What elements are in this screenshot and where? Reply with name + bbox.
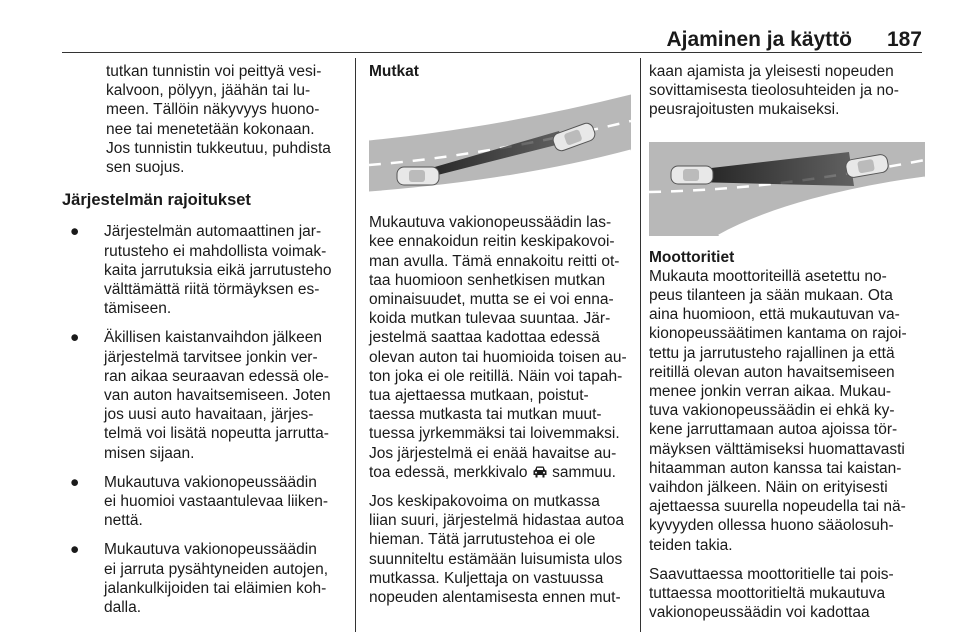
section-heading: Moottoritiet — [649, 248, 735, 266]
text-line: Jos keskipakovoima on mutkassa — [369, 493, 600, 511]
text-line: suunniteltu estämään luisumista ulos — [369, 550, 623, 568]
text-line: vaihdon jälkeen. Näin on erityisesti — [649, 479, 888, 497]
text-line: Mukautuva vakionopeussäädin las- — [369, 214, 612, 232]
section-heading: Mutkat — [369, 63, 419, 80]
text-line: kene jarruttamaan autoa ajoissa tör- — [649, 421, 898, 439]
motorway-paragraph-2 — [649, 565, 925, 623]
text-line: kaan ajamista ja yleisesti nopeuden — [649, 63, 894, 80]
text-line: tutkan tunnistin voi peittyä vesi- — [106, 63, 322, 80]
continued-paragraph — [649, 62, 925, 120]
column-2 — [369, 62, 631, 617]
text-line: rutusteho ei mahdollista voimak- — [104, 242, 327, 260]
text-line: mäyksen välttämiseksi huomattavasti — [649, 440, 905, 458]
text-line: ei jarruta pysähtyneiden autojen, — [104, 560, 329, 578]
text-line: sovittamisesta tieolosuhteiden ja no- — [649, 82, 899, 100]
text-line: tua ajettaessa mutkaan, poistut- — [369, 387, 589, 405]
text-line: jos uusi auto havaitaan, järjes- — [104, 406, 314, 424]
text-line: dalla. — [104, 599, 142, 617]
text-line: Äkillisen kaistanvaihdon jälkeen — [104, 329, 322, 347]
text-line: hieman. Tätä jarrutustehoa ei ole — [369, 531, 596, 549]
text-line: Saavuttaessa moottoritielle tai pois- — [649, 565, 894, 583]
text-line: nettä. — [104, 512, 143, 530]
text-line: Jos tunnistin tukkeutuu, puhdista — [106, 139, 331, 157]
own-car-icon — [397, 167, 439, 185]
intro-paragraph — [62, 62, 344, 177]
curves-paragraph-2 — [369, 492, 631, 607]
text-line: sammuu. — [552, 463, 616, 481]
page-header — [62, 24, 922, 52]
list-item — [62, 540, 344, 617]
list-item — [62, 328, 344, 462]
text-line: jalankulkijoiden tai eläimien koh- — [104, 579, 327, 597]
text-line: ton joka ei ole reitillä. Näin voi tapah- — [369, 367, 623, 385]
column-divider-1 — [355, 58, 356, 632]
text-line: kionopeussäätimen kantama on rajoi- — [649, 325, 907, 343]
text-line: tettu ja jarrutusteho rajallinen ja että — [649, 344, 895, 362]
text-line: taessa mutkasta tai mutkan muut- — [369, 406, 602, 424]
text-line: tuessa jyrkemmäksi tai loivemmaksi. — [369, 425, 620, 443]
section-heading: Järjestelmän rajoitukset — [62, 191, 251, 210]
text-line: ajettaessa suurella nopeudella tai nä- — [649, 498, 906, 516]
bullet-icon: ● — [70, 541, 80, 559]
text-line: Mukautuva vakionopeussäädin — [104, 541, 317, 559]
text-line: koida mutkan tulevaa suuntaa. Jär- — [369, 310, 611, 328]
page-number: 187 — [886, 28, 922, 51]
text-line: Järjestelmän automaattinen jar- — [104, 223, 322, 241]
text-line: hitaamman auton kanssa tai kaistan- — [649, 459, 902, 477]
column-divider-2 — [640, 58, 641, 632]
text-line: Mukautuva vakionopeussäädin — [104, 473, 317, 491]
text-line: liian suuri, järjestelmä hidastaa autoa — [369, 512, 625, 530]
list-item — [62, 222, 344, 318]
curve-road-figure — [369, 91, 631, 201]
car-front-icon — [532, 465, 548, 479]
text-line: tuva vakionopeussäädin ei ehkä ky- — [649, 402, 895, 420]
text-line: telmä voi lisätä nopeutta jarrutta- — [104, 425, 329, 443]
text-line: van auton havaitsemiseen. Joten — [104, 387, 331, 405]
text-line: misen sijaan. — [104, 444, 195, 462]
limitations-list — [62, 222, 344, 617]
curve-illustration — [369, 91, 631, 201]
text-line: ominaisuudet, mutta se ei voi enna- — [369, 291, 614, 309]
text-line: sen suojus. — [106, 159, 185, 177]
curve-illustration-2 — [649, 130, 925, 236]
text-line: olevan auton tai huomioida toisen au- — [369, 348, 627, 366]
header-title: Ajaminen ja käyttö — [666, 28, 852, 51]
text-line: kyvyyden ollessa huono sääolosuh- — [649, 517, 894, 535]
text-line: järjestelmä tarvitsee jonkin ver- — [104, 348, 318, 366]
text-line: jestelmä saattaa kadottaa edessä — [369, 329, 600, 347]
bullet-icon: ● — [70, 223, 80, 241]
text-line: mutkassa. Kuljettaja on vastuussa — [369, 569, 604, 587]
text-line: kee ennakoidun reitin keskipakovoi- — [369, 233, 615, 251]
text-line: Jos järjestelmä ei enää havaitse au- — [369, 444, 617, 462]
text-line: ran aikaa seuraavan edessä ole- — [104, 367, 329, 385]
text-line: reitillä olevan auton havaitsemiseen — [649, 363, 895, 381]
text-line: peusrajoitusten mukaiseksi. — [649, 101, 840, 119]
curve-road-figure — [649, 130, 925, 236]
text-line: man avulla. Tämä ennakoitu reitti ot- — [369, 252, 620, 270]
text-line: kaita jarrutuksia eikä jarrutusteho — [104, 261, 332, 279]
text-line: aina huomioon, että mukautuvan va- — [649, 306, 900, 324]
column-3 — [649, 62, 925, 632]
curves-paragraph-1 — [369, 213, 631, 482]
text-line: ei huomioi vastaantulevaa liiken- — [104, 493, 329, 511]
text-line: menee jonkin verran aikaa. Mukau- — [649, 383, 892, 401]
text-line: Mukauta moottoriteillä asetettu no- — [649, 267, 887, 285]
text-line: nopeuden alentamisesta ennen mut- — [369, 589, 621, 607]
text-line: nee tai menetetään kokonaan. — [106, 120, 315, 138]
own-car-icon — [671, 166, 713, 184]
text-line: kalvoon, pölyyn, jäähän tai lu- — [106, 82, 311, 100]
text-line: meen. Tällöin näkyvyys huono- — [106, 101, 320, 119]
text-line: vakionopeussäädin voi kadottaa — [649, 604, 870, 622]
text-line: tuttaessa moottoritieltä mukautuva — [649, 585, 886, 603]
motorway-paragraph-1 — [649, 267, 925, 555]
text-line: toa edessä, merkkivalo — [369, 463, 528, 481]
text-line: välttämättä riitä törmäyksen es- — [104, 281, 320, 299]
header-rule — [62, 52, 922, 53]
column-1 — [62, 62, 344, 627]
text-line: taa huomioon senhetkisen mutkan — [369, 271, 606, 289]
text-line: teiden takia. — [649, 536, 733, 554]
text-line: tämiseen. — [104, 300, 172, 318]
bullet-icon: ● — [70, 329, 80, 347]
list-item — [62, 473, 344, 531]
text-line: peus tilanteen ja sään mukaan. Ota — [649, 287, 893, 305]
bullet-icon: ● — [70, 473, 80, 491]
